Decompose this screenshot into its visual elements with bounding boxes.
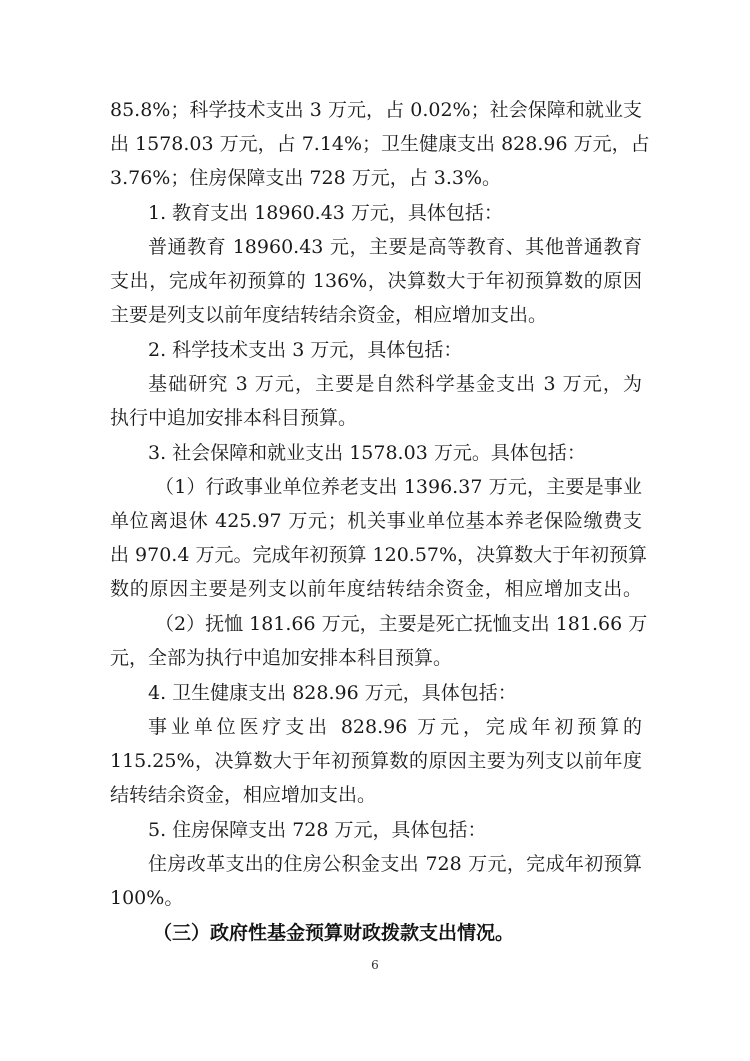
text-line-12: （1）行政事业单位养老支出 1396.37 万元，主要是事业 <box>155 476 642 498</box>
text-line-24: 100%。 <box>110 887 184 909</box>
text-line-14: 出 970.4 万元。完成年初预算 120.57%，决算数大于年初预算 <box>110 544 648 566</box>
text-line-1: 85.8%；科学技术支出 3 万元，占 0.02%；社会保障和就业支 <box>110 99 642 121</box>
item-heading-education: 1. 教育支出 18960.43 万元，具体包括： <box>148 202 503 224</box>
text-line-23: 住房改革支出的住房公积金支出 728 万元，完成年初预算 <box>148 853 642 875</box>
text-line-2: 出 1578.03 万元，占 7.14%；卫生健康支出 828.96 万元，占 <box>110 133 650 155</box>
text-line-16: （2）抚恤 181.66 万元，主要是死亡抚恤支出 181.66 万 <box>155 613 648 635</box>
item-heading-social-security: 3. 社会保障和就业支出 1578.03 万元。具体包括： <box>148 442 586 464</box>
text-line-17: 元，全部为执行中追加安排本科目预算。 <box>110 647 453 669</box>
text-line-10: 执行中追加安排本科目预算。 <box>110 407 358 429</box>
text-line-20: 115.25%，决算数大于年初预算数的原因主要为列支以前年度 <box>110 750 642 772</box>
text-line-9: 基础研究 3 万元，主要是自然科学基金支出 3 万元，为 <box>148 373 642 395</box>
text-line-5: 普通教育 18960.43 元，主要是高等教育、其他普通教育 <box>148 236 642 258</box>
item-heading-health: 4. 卫生健康支出 828.96 万元，具体包括： <box>148 682 517 704</box>
text-line-15: 数的原因主要是列支以前年度结转结余资金，相应增加支出。 <box>110 578 642 600</box>
item-heading-housing: 5. 住房保障支出 728 万元，具体包括： <box>148 819 487 841</box>
item-heading-science: 2. 科学技术支出 3 万元，具体包括： <box>148 339 463 361</box>
text-line-19: 事业单位医疗支出 828.96 万元，完成年初预算的 <box>148 716 642 738</box>
text-line-7: 主要是列支以前年度结转结余资金，相应增加支出。 <box>110 304 548 326</box>
text-line-13: 单位离退休 425.97 万元；机关事业单位基本养老保险缴费支 <box>110 510 642 532</box>
section-heading: （三）政府性基金预算财政拨款支出情况。 <box>153 922 515 944</box>
text-line-3: 3.76%；住房保障支出 728 万元，占 3.3%。 <box>110 167 502 189</box>
text-line-21: 结转结余资金，相应增加支出。 <box>110 784 377 806</box>
page-number: 6 <box>371 958 379 972</box>
text-line-6: 支出，完成年初预算的 136%，决算数大于年初预算数的原因 <box>110 270 642 292</box>
